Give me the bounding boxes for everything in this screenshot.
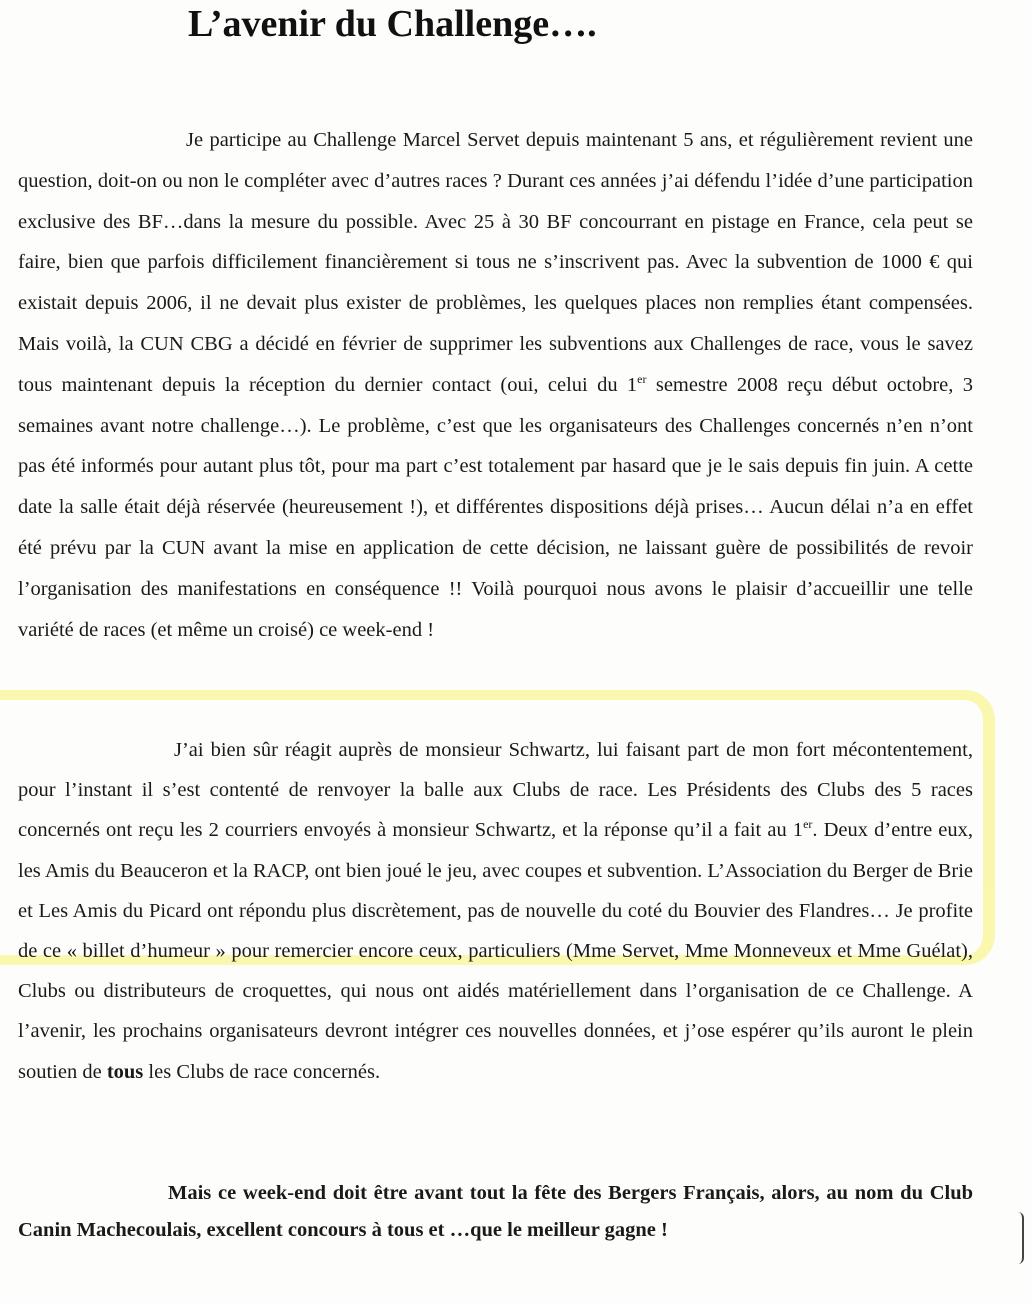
paragraph-2-text-b: . Deux d’entre eux, les Amis du Beauceron et la RACP, ont bien joué le jeu, avec coupes et subvention. L’Association du Berger de Brie et Les Amis du Picard ont répondu plus discrètement, pas de nouvelle du coté du Bouvier des Flandres… Je profite de ce « billet d’humeur » pour remercier encore ceux, particuliers (Mme Servet, Mme Monneveux et Mme Guélat), Clubs ou distributeurs de croquettes, qui nous ont aidés matériellement dans l’organisation de ce Challenge. A l’avenir, les prochains organisateurs devront intégrer ces nouvelles données, et j’ose espérer qu’ils auront le plein soutien de [18, 819, 973, 1083]
scan-edge-mark [1016, 1212, 1024, 1264]
paragraph-2-bold-word: tous [106, 1060, 144, 1083]
paragraph-2-text-a: J’ai bien sûr réagit auprès de monsieur Schwartz, lui faisant part de mon fort mécontentement, pour l’instant il s’est contenté de renvoyer la balle aux Clubs de race. Les Présidents des Clubs des 5 races concernés ont reçu les 2 courriers envoyés à monsieur Schwartz, et la réponse qu’il a fait au 1 [18, 739, 973, 842]
paragraph-1-text-b: semestre 2008 reçu début octobre, 3 semaines avant notre challenge…). Le problème, c’est que les organisateurs des Challenges concernés n’en n’ont pas été informés pour autant plus tôt, pour ma part c’est totalement par hasard que je le sais depuis fin juin. A cette date la salle était déjà réservée (heureusement !), et différentes dispositions déjà prises… Aucun délai n’a en effet été prévu par la CUN avant la mise en application de cette décision, ne laissant guère de possibilités de revoir l’organisation des manifestations en conséquence !! Voilà pourquoi nous avons le plaisir d’accueillir une telle variété de races (et même un croisé) ce week-end ! [18, 373, 973, 641]
page-title: L’avenir du Challenge…. [188, 3, 597, 45]
paragraph-2-text-c: les Clubs de race concernés. [143, 1060, 381, 1083]
paragraph-1-superscript: er [637, 371, 647, 386]
closing-paragraph: Mais ce week-end doit être avant tout la fête des Bergers Français, alors, au nom du Club Canin Machecoulais, excellent concours à tous et …que le meilleur gagne ! [18, 1182, 973, 1241]
paragraph-1-text-a: Je participe au Challenge Marcel Servet depuis maintenant 5 ans, et régulièrement revient une question, doit-on ou non le compléter avec d’autres races ? Durant ces années j’ai défendu l’idée d’une participation exclusive des BF…dans la mesure du possible. Avec 25 à 30 BF concourrant en pistage en France, cela peut se faire, bien que parfois difficilement financièrement si tous ne s’inscrivent pas. Avec la subvention de 1000 € qui existait depuis 2006, il ne devait plus exister de problèmes, les quelques places non remplies étant compensées. Mais voilà, la CUN CBG a décidé en février de supprimer les subventions aux Challenges de race, vous le savez tous maintenant depuis la réception du dernier contact (oui, celui du 1 [18, 129, 973, 396]
paragraph-1 [18, 120, 973, 650]
paragraph-2 [18, 730, 973, 1092]
paragraph-2-superscript: er [803, 817, 813, 832]
